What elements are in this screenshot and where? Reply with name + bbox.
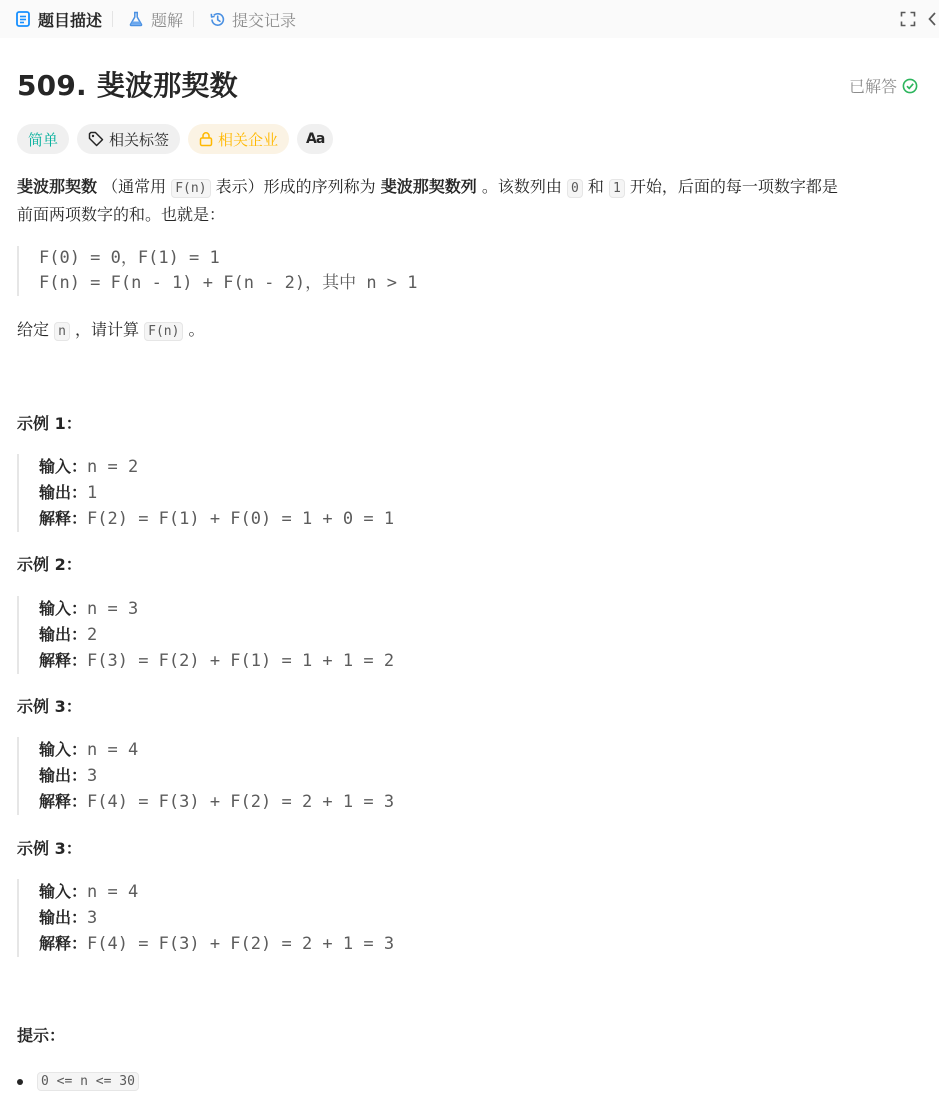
solved-label: 已解答 — [848, 77, 897, 96]
input-label: 输入： — [39, 740, 88, 759]
difficulty-badge — [17, 124, 69, 154]
description-text: （通常用 — [102, 177, 167, 196]
explain-value: F(4) = F(3) + F(2) = 2 + 1 = 3 — [87, 792, 395, 812]
example-title: 示例 1： — [17, 414, 82, 433]
inline-code: F(n) — [144, 322, 183, 341]
inline-code: n — [54, 322, 70, 341]
output-label: 输出： — [39, 483, 88, 502]
example-output — [39, 905, 394, 931]
input-label: 输入： — [39, 599, 88, 618]
example-input — [39, 454, 394, 480]
explain-label: 解释： — [39, 934, 88, 953]
check-circle-icon — [902, 78, 918, 94]
input-value: n = 2 — [87, 457, 139, 477]
description-text: 。该数列由 — [481, 177, 562, 196]
translate-button[interactable] — [297, 124, 333, 154]
problem-title[interactable]: 509. 斐波那契数 — [17, 69, 238, 102]
fullscreen-icon[interactable] — [897, 8, 919, 30]
formula-line: F(n) = F(n - 1) + F(n - 2)，其中 n > 1 — [39, 273, 418, 293]
tab-description-label: 题目描述 — [38, 10, 103, 30]
task-paragraph — [17, 317, 917, 345]
example-output — [39, 480, 394, 506]
output-value: 3 — [87, 908, 98, 928]
difficulty-label: 简单 — [28, 130, 59, 149]
explain-value: F(4) = F(3) + F(2) = 2 + 1 = 3 — [87, 934, 395, 954]
tab-solutions-label: 题解 — [151, 10, 184, 30]
description-text: 开始，后面的每一项数字都是 — [629, 177, 838, 196]
explain-value: F(2) = F(1) + F(0) = 1 + 0 = 1 — [87, 509, 395, 529]
example-block — [17, 879, 394, 957]
explain-value: F(3) = F(2) + F(1) = 1 + 1 = 2 — [87, 651, 395, 671]
description-text: 表示）形成的序列称为 — [215, 177, 376, 196]
translate-icon: Aa — [306, 131, 325, 147]
hint-item — [17, 1072, 139, 1091]
description-text: 前面两项数字的和。也就是： — [17, 205, 226, 224]
explain-label: 解释： — [39, 509, 88, 528]
example-explanation — [39, 506, 394, 532]
problem-tags — [17, 124, 341, 154]
tag-icon — [88, 131, 104, 147]
example-explanation — [39, 789, 394, 815]
term-fibonacci-number: 斐波那契数 — [17, 177, 98, 196]
example-title: 示例 3： — [17, 839, 82, 858]
example-input — [39, 596, 394, 622]
example-block — [17, 737, 394, 815]
topics-label: 相关标签 — [109, 130, 170, 149]
output-label: 输出： — [39, 766, 88, 785]
tabbar-actions — [891, 0, 939, 38]
solved-status — [849, 74, 918, 97]
history-icon — [208, 10, 226, 28]
bullet-dot — [17, 1079, 23, 1085]
description-paragraph — [17, 174, 917, 228]
example-block — [17, 454, 394, 532]
lock-icon — [199, 131, 213, 147]
companies-label: 相关企业 — [218, 130, 279, 149]
description-text: 给定 — [17, 320, 50, 339]
input-value: n = 4 — [87, 882, 139, 902]
topics-button[interactable] — [77, 124, 180, 154]
example-explanation — [39, 931, 394, 957]
flask-icon — [127, 10, 145, 28]
document-icon — [14, 10, 32, 28]
example-input — [39, 737, 394, 763]
input-value: n = 3 — [87, 599, 139, 619]
tab-submissions-label: 提交记录 — [232, 10, 297, 30]
output-value: 2 — [87, 625, 98, 645]
example-output — [39, 622, 394, 648]
input-value: n = 4 — [87, 740, 139, 760]
output-label: 输出： — [39, 908, 88, 927]
inline-code: 1 — [609, 179, 625, 198]
example-output — [39, 763, 394, 789]
inline-code: 0 — [567, 179, 583, 198]
hints-title: 提示： — [17, 1026, 66, 1045]
explain-label: 解释： — [39, 792, 88, 811]
explain-label: 解释： — [39, 651, 88, 670]
example-input — [39, 879, 394, 905]
description-text: 和 — [587, 177, 604, 196]
companies-button[interactable] — [188, 124, 289, 154]
tab-bar — [0, 0, 939, 38]
constraint-code: 0 <= n <= 30 — [37, 1072, 139, 1091]
inline-code: F(n) — [171, 179, 210, 198]
output-label: 输出： — [39, 625, 88, 644]
formula-line: F(0) = 0，F(1) = 1 — [39, 248, 220, 268]
input-label: 输入： — [39, 882, 88, 901]
example-title: 示例 3： — [17, 697, 82, 716]
input-label: 输入： — [39, 457, 88, 476]
term-fibonacci-sequence: 斐波那契数列 — [380, 177, 477, 196]
output-value: 1 — [87, 483, 98, 503]
tab-solutions[interactable] — [113, 0, 193, 38]
description-text: 。 — [188, 320, 205, 339]
tab-description[interactable] — [0, 0, 112, 38]
output-value: 3 — [87, 766, 98, 786]
example-explanation — [39, 648, 394, 674]
tab-submissions[interactable] — [194, 0, 306, 38]
collapse-chevron-icon[interactable] — [925, 8, 939, 30]
example-block — [17, 596, 394, 674]
description-text: ，请计算 — [75, 320, 140, 339]
example-title: 示例 2： — [17, 555, 82, 574]
formula-block — [17, 246, 418, 296]
